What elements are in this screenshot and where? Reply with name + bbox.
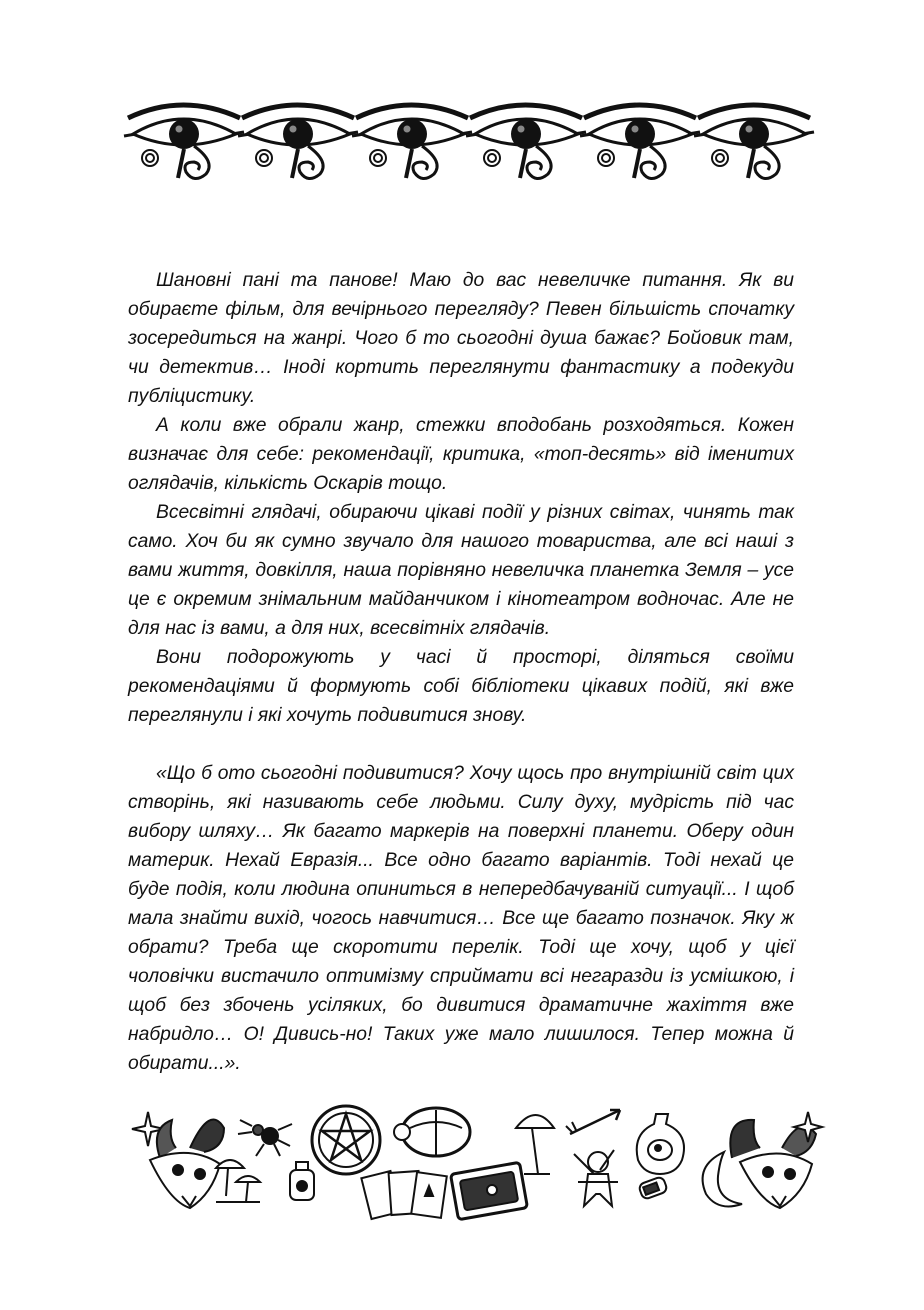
occult-border-bottom <box>120 1098 830 1222</box>
scarab-icon <box>394 1108 470 1156</box>
eye-of-horus-icon <box>352 105 472 179</box>
ram-skull-icon <box>150 1120 224 1208</box>
eye-of-horus-icon <box>580 105 700 179</box>
eye-of-horus-icon <box>466 105 586 179</box>
open-book-icon <box>451 1162 528 1219</box>
tarot-cards-icon <box>361 1171 446 1219</box>
voodoo-doll-icon <box>574 1150 618 1206</box>
pentagram-icon <box>312 1106 380 1174</box>
spider-icon <box>238 1120 292 1156</box>
eye-of-horus-icon <box>694 105 814 179</box>
potion-flask-icon <box>637 1114 684 1174</box>
paragraph: А коли вже обрали жанр, стежки вподобань розходяться. Кожен визначає для себе: рекомендації, критика, «топ-десять» від іменитих оглядачів, кількість Оскарів тощо. <box>128 415 794 494</box>
ram-skull-icon <box>730 1120 816 1208</box>
quote-paragraph: «Що б ото сьогодні подивитися? Хочу щось про внутрішній світ цих створінь, які називають себе людьми. Силу духу, мудрість під час вибору шляху… Як багато маркерів на поверхні планети. Оберу один материк. Нехай Евразія... Все одно багато варіантів. Тоді нехай це буде подія, коли людина опиниться в непередбачуваній ситуації... І щоб мала знайти вихід, чогось навчитися… Все ще багато позначок. Яку ж обрати? Треба ще скоротити перелік. Тоді ще хочу, щоб у цієї чоловічки вистачило оптимізму сприймати всі негаразди із усмішкою, і щоб без збочень усіляких, бо дивитися драматичне жахіття вже набридло… О! Дивись-но! Таких уже мало лишилося. Тепер можна й обирати...». <box>128 763 794 1074</box>
potion-bottle-icon <box>290 1162 314 1200</box>
vial-icon <box>638 1176 668 1200</box>
arrow-icon <box>566 1110 620 1134</box>
paragraph: Всесвітні глядачі, обираючи цікаві події у різних світах, чинять так само. Хоч би як сумно звучало для нашого товариства, але всі наші з вами життя, довкілля, наша порівняно невеличка планетка Земля – усе це є окремим знімальним майданчиком і кінотеатром водночас. Але не для нас із вами, а для них, всесвітніх глядачів. <box>128 502 794 639</box>
mushroom-icon <box>516 1115 554 1174</box>
body-text <box>128 266 794 1078</box>
eye-of-horus-icon <box>124 105 244 179</box>
crescent-moon-icon <box>703 1152 742 1206</box>
mushrooms-icon <box>216 1160 260 1202</box>
paragraph: Вони подорожують у часі й просторі, діляться своїми рекомендаціями й формують собі бібліотеки цікавих подій, які вже переглянули і які хочуть подивитися знову. <box>128 647 794 726</box>
paragraph: Шановні пані та панове! Маю до вас невеличке питання. Як ви обираєте фільм, для вечірнього перегляду? Певен більшість спочатку зосередиться на жанрі. Чого б то сьогодні душа бажає? Бойовик там, чи детектив… Іноді кортить переглянути фантастику а подекуди публіцистику. <box>128 270 794 407</box>
eye-border-top <box>120 96 820 186</box>
eye-of-horus-icon <box>238 105 358 179</box>
